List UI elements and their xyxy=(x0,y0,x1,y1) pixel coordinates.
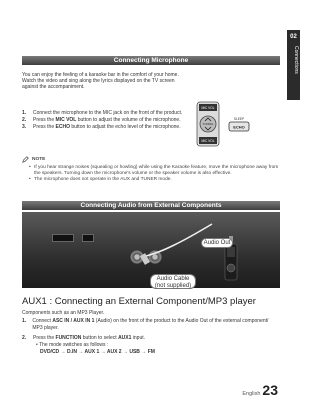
mic-steps-list xyxy=(22,110,192,131)
aux1-body: Components such as an MP3 Player. xyxy=(22,310,105,316)
audio-out-callout: Audio Out xyxy=(201,238,233,248)
chapter-number: 02 xyxy=(290,34,297,40)
mic-vol-up-label: MIC VOL xyxy=(201,106,215,110)
sub-bullet: • The mode switches as follows : xyxy=(36,342,109,348)
aux1-heading: AUX1 : Connecting an External Component/MP3 player xyxy=(22,296,256,307)
chapter-label: Connections xyxy=(293,46,299,74)
note-pencil-icon xyxy=(22,156,29,163)
aux-steps-list xyxy=(22,318,280,356)
audio-cable-callout: Audio Cable (not supplied) xyxy=(150,274,196,289)
section-title-microphone: Connecting Microphone xyxy=(22,56,280,65)
list-item: 2. Press the FUNCTION button to select AUX1 input. xyxy=(22,335,146,341)
list-item: 1. Connect ASC IN / AUX IN 1 (Audio) on the front of the product to the Audio Out of the external component/ MP3 player. xyxy=(22,318,269,331)
mic-vol-down-label: MIC VOL xyxy=(201,139,215,143)
list-item: 3. Press the ECHO button to adjust the echo level of the microphone. xyxy=(22,124,181,130)
list-item: 1. Connect the microphone to the MIC jack on the front of the product. xyxy=(22,110,183,116)
section-title-external: Connecting Audio from External Components xyxy=(22,201,280,210)
list-item: 2. Press the MIC VOL button to adjust the volume of the microphone. xyxy=(22,117,181,123)
mode-sequence: DVD/CD → D.IN → AUX 1 → AUX 2 → USB → FM xyxy=(40,349,155,355)
page-footer xyxy=(242,382,278,398)
chapter-side-tab xyxy=(287,30,300,100)
note-item: • If you hear strange noises (squealing or howling) while using the Karaoke feature, move the microphone away from the speakers. Turning down the microphone's volume or the speaker volume is also effective. xyxy=(30,165,280,177)
echo-label: ECHO xyxy=(233,124,245,130)
footer-language: English xyxy=(242,391,261,397)
note-box xyxy=(22,156,280,183)
intro-text: You can enjoy the feeling of a karaoke bar in the comfort of your home. Watch the video and sing along the lyrics displayed on the TV screen against the accompaniment. xyxy=(22,72,179,90)
page-number: 23 xyxy=(262,382,278,398)
tuning-label: TUNING xyxy=(202,122,214,126)
front-panel-illustration xyxy=(195,100,255,148)
note-item: • The microphone does not operate in the AUX and TUNER mode. xyxy=(30,177,280,183)
sleep-label: SLEEP xyxy=(233,117,245,121)
note-title: NOTE xyxy=(32,156,46,162)
